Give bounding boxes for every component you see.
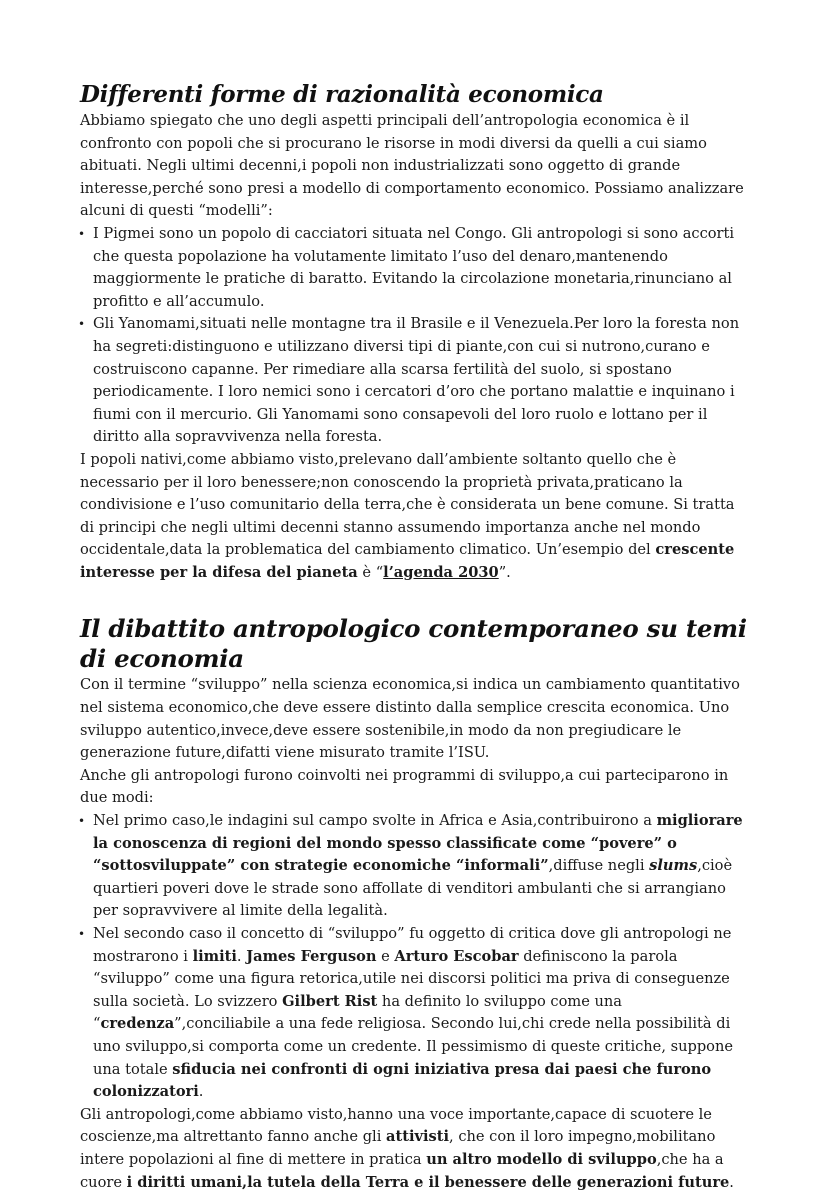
section2-title: Il dibattito antropologico contemporaneo su temi di economia [80,614,747,674]
b2-credenza: credenza [100,1015,175,1033]
section1-title: Differenti forme di razionalità economica [80,81,604,108]
p3-a: Gli antropologi,come abbiamo visto,hanno una voce importante,capace di scuotere le coscienze,ma altrettanto fanno anche gli [80,1105,712,1146]
closing-end: ”. [498,563,511,581]
list-item [80,923,752,1104]
b2-f: ”,conciliabile a una fede religiosa. Secondo lui,chi crede nella possibilità di uno sviluppo,si comporta come un credente. Il pessimismo di queste critiche, suppone una totale [93,1015,733,1078]
b2-a: Nel secondo caso il concetto di “sviluppo” fu oggetto di critica dove gli antropologi ne mostrarono i [93,925,732,965]
b2-sfiducia: sfiducia nei confronti di ogni iniziativa presa dai paesi che furono colonizzatori [93,1060,712,1101]
closing-bold: crescente interesse per la difesa del pianeta [80,541,735,581]
section2-para2: Anche gli antropologi furono coinvolti nei programmi di sviluppo,a cui parteciparono in due modi: [80,766,729,807]
p3-d: . [729,1173,734,1191]
p3-b: , che con il loro impegno,mobilitano intere popolazioni al fine di mettere in pratica [80,1128,716,1168]
section1-bullet-list [80,223,752,449]
bullet-text-yanomami: Gli Yanomami,situati nelle montagne tra il Brasile e il Venezuela.Per loro la foresta non ha segreti:distinguono e utilizzano diversi tipi di piante,con cui si nutrono,curano e costruiscono capanne. Per rimediare alla scarsa fertilità del suolo, si spostano periodicamente. I loro nemici sono i cercatori d’oro che portano malattie e inquinano i fiumi con il mercurio. Gli Yanomami sono consapevoli del loro ruolo e lottano per il diritto alla sopravvivenza nella foresta. [93,315,740,446]
b1-slums: slums [649,857,698,875]
list-item [80,810,752,923]
list-item [80,223,752,313]
p3-attivisti: attivisti [386,1128,450,1146]
b2-rist: Gilbert Rist [282,992,378,1010]
bullet-icon: • [78,317,86,332]
section1-intro: Abbiamo spiegato che uno degli aspetti principali dell’antropologia economica è il confronto con popoli che si procurano le risorse in modi diversi da quelli a cui siamo abituati. Negli ultimi decenni,i popoli non industrializzati sono oggetto di grande interesse,perché sono presi a modello di comportamento economico. Possiamo analizzare alcuni di questi “modelli”: [80,112,744,220]
p3-diritti: i diritti umani,la tutela della Terra e il benessere delle generazioni future [126,1173,730,1191]
b2-b: . [236,947,247,965]
b2-d: definiscono la parola “sviluppo” come una figura retorica,utile nei discorsi politici ma priva di conseguenze sulla società. Lo svizzero [93,947,730,1010]
b1-a: Nel primo caso,le indagini sul campo svolte in Africa e Asia,contribuirono a [93,812,657,830]
bullet-text-pigmei: I Pigmei sono un popolo di cacciatori situata nel Congo. Gli antropologi si sono accorti che questa popolazione ha volutamente limitato l’uso del denaro,mantenendo maggiormente le pratiche di baratto. Evitando la circolazione monetaria,rinunciano al profitto e all’accumulo. [93,224,735,310]
section1-closing [80,449,752,585]
document-page [80,80,752,1194]
b1-c: ,cioè quartieri poveri dove le strade sono affollate di venditori ambulanti che si arrangiano per sopravvivere al limite della legalità. [93,857,733,920]
b2-e: ha definito lo sviluppo come una “ [93,992,622,1033]
closing-mid: è “ [357,563,384,581]
list-item [80,313,752,449]
b2-ferguson: James Ferguson [246,947,377,965]
bullet-icon: • [78,814,86,829]
section2-bullet-list [80,810,752,1104]
closing-text: I popoli nativi,come abbiamo visto,prelevano dall’ambiente soltanto quello che è necessario per il loro benessere;non conoscendo la proprietà privata,praticano la condivisione e l’uso comunitario della terra,che è considerata un bene comune. Si tratta di principi che negli ultimi decenni stanno assumendo importanza anche nel mondo occidentale,data la problematica del cambiamento climatico. Un’esempio del [80,450,735,559]
b1-b: ,diffuse negli [548,857,650,875]
b2-escobar: Arturo Escobar [394,947,519,965]
b2-g: . [198,1083,204,1101]
section2-para1: Con il termine “sviluppo” nella scienza economica,si indica un cambiamento quantitativo nel sistema economico,che deve essere distinto dalla semplice crescita economica. Uno sviluppo autentico,invece,deve essere sostenibile,in modo da non pregiudicare le generazione future,difatti viene misurato tramite l’ISU. [80,676,740,762]
b2-limiti: limiti [192,947,237,965]
p3-c: ,che ha a cuore [80,1150,724,1191]
bullet-icon: • [78,927,86,941]
section2-para3 [80,1104,752,1194]
p3-modello: un altro modello di sviluppo [426,1150,657,1168]
b2-c: e [376,947,395,965]
b1-bold: migliorare la conoscenza di regioni del mondo spesso classificate come “povere” o “sottosviluppate” con strategie economiche “informali” [93,812,743,875]
agenda-2030-link[interactable]: l’agenda 2030 [383,563,499,581]
bullet-icon: • [78,226,86,241]
